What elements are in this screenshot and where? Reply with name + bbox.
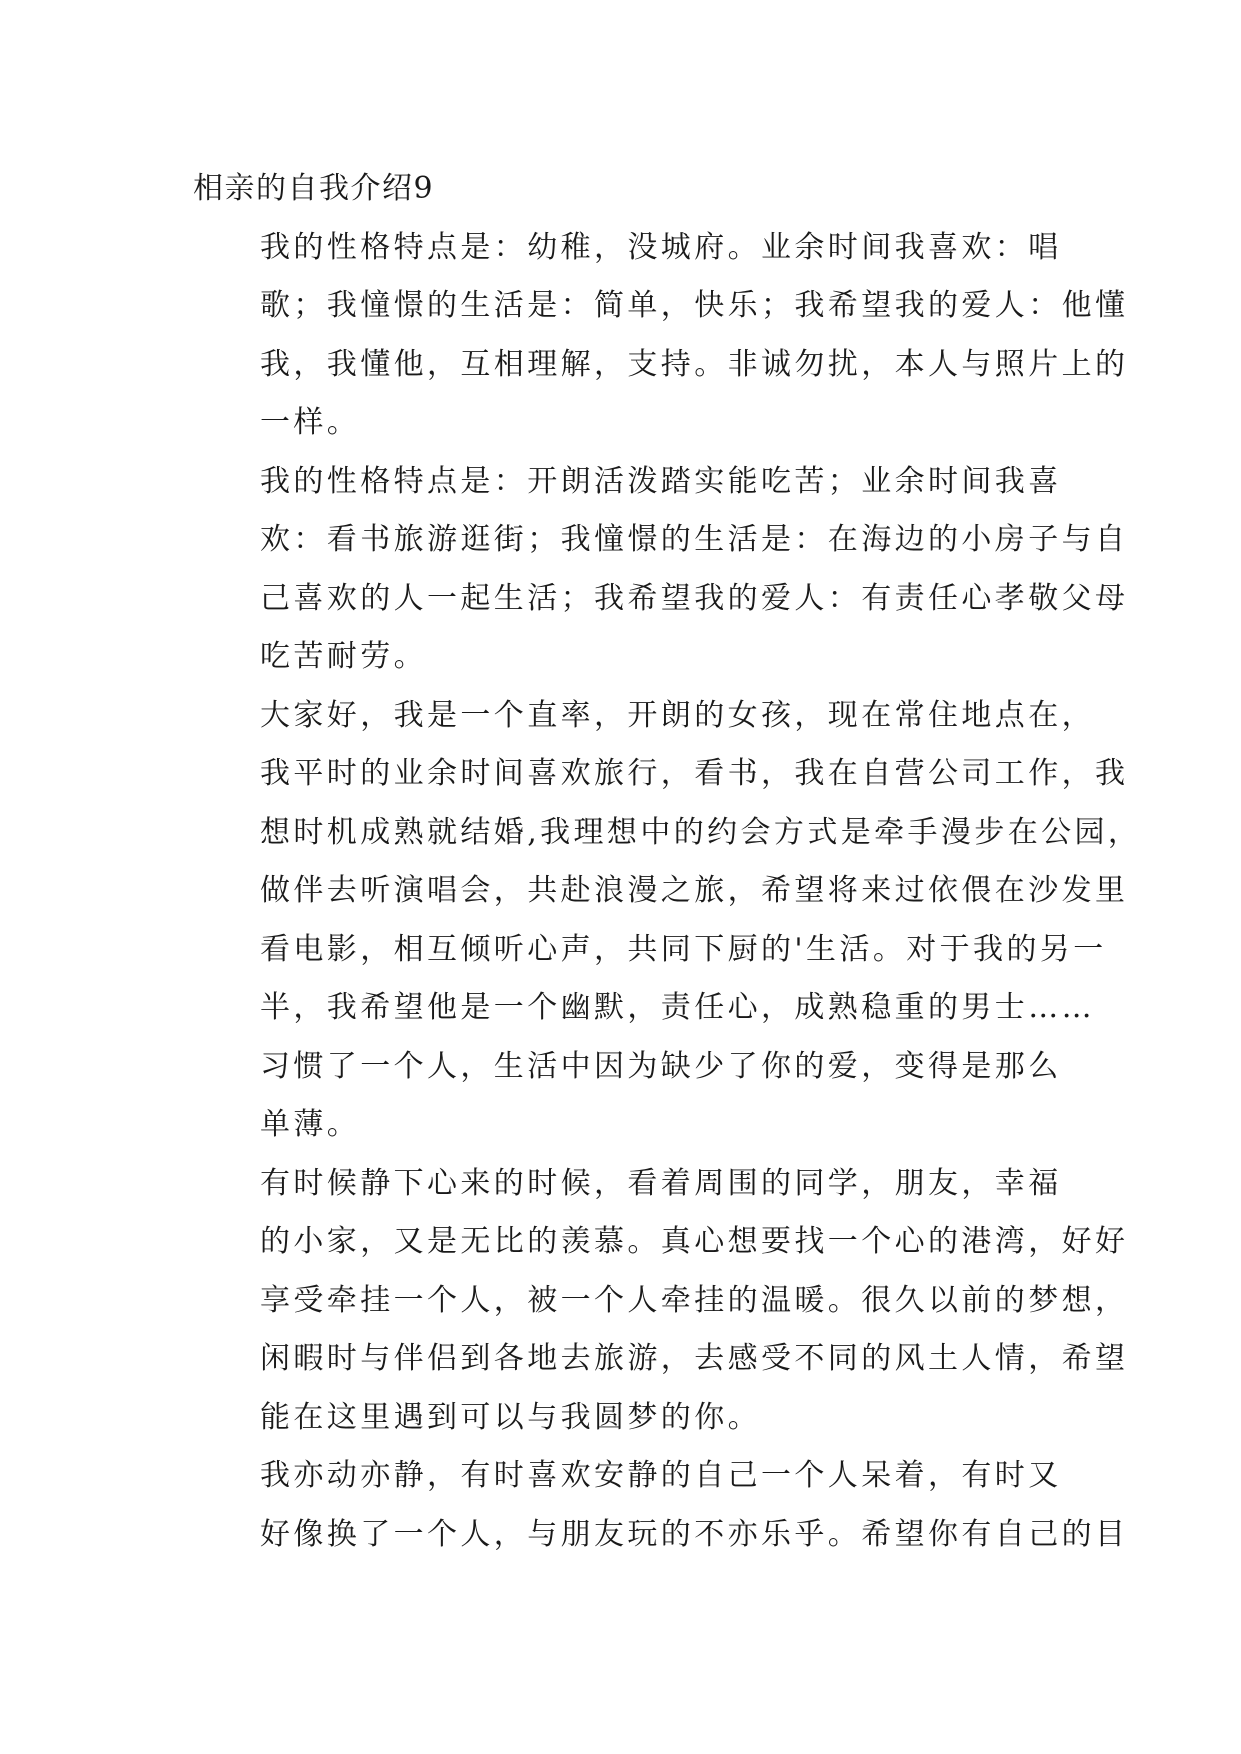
paragraph-line: 半，我希望他是一个幽默，责任心，成熟稳重的男士……	[260, 990, 1095, 1025]
paragraph-line: 我的性格特点是：开朗活泼踏实能吃苦；业余时间我喜	[260, 463, 1062, 499]
paragraph-line: 的小家，又是无比的羡慕。真心想要找一个心的港湾，好好	[260, 1224, 1129, 1259]
paragraph-line: 习惯了一个人，生活中因为缺少了你的爱，变得是那么	[260, 1048, 1062, 1084]
paragraph-line: 做伴去听演唱会，共赴浪漫之旅，希望将来过依偎在沙发里	[260, 873, 1129, 908]
paragraph-line: 看电影，相互倾听心声，共同下厨的'生活。对于我的另一	[260, 931, 1107, 967]
paragraph-list	[193, 219, 1142, 1565]
paragraph-line: 闲暇时与伴侣到各地去旅游，去感受不同的风土人情，希望	[260, 1341, 1129, 1376]
paragraph-line: 想时机成熟就结婚,我理想中的约会方式是牵手漫步在公园，	[260, 814, 1142, 850]
paragraph	[193, 1038, 1062, 1155]
paragraph	[193, 1447, 1129, 1564]
paragraph-line: 我平时的业余时间喜欢旅行，看书，我在自营公司工作，我	[260, 756, 1129, 791]
paragraph-line: 好像换了一个人，与朋友玩的不亦乐乎。希望你有自己的目	[260, 1516, 1129, 1552]
paragraph	[193, 219, 1129, 453]
document-body	[193, 160, 1142, 1564]
paragraph-line: 大家好，我是一个直率，开朗的女孩，现在常住地点在，	[260, 697, 1095, 733]
paragraph-line: 吃苦耐劳。	[260, 639, 427, 674]
paragraph-line: 一样。	[260, 405, 361, 440]
paragraph-line: 能在这里遇到可以与我圆梦的你。	[260, 1399, 761, 1435]
paragraph-line: 有时候静下心来的时候，看着周围的同学，朋友，幸福	[260, 1165, 1062, 1201]
paragraph-line: 我，我懂他，互相理解，支持。非诚勿扰，本人与照片上的	[260, 346, 1129, 382]
paragraph-line: 我亦动亦静，有时喜欢安静的自己一个人呆着，有时又	[260, 1458, 1062, 1493]
paragraph-line: 我的性格特点是：幼稚，没城府。业余时间我喜欢：唱	[260, 229, 1062, 265]
paragraph-line: 单薄。	[260, 1107, 361, 1142]
document-title: 相亲的自我介绍9	[193, 171, 435, 206]
paragraph	[193, 687, 1142, 1038]
paragraph-line: 欢：看书旅游逛街；我憧憬的生活是：在海边的小房子与自	[260, 522, 1129, 557]
paragraph-line: 己喜欢的人一起生活；我希望我的爱人：有责任心孝敬父母	[260, 580, 1129, 616]
paragraph-line: 享受牵挂一个人，被一个人牵挂的温暖。很久以前的梦想，	[260, 1282, 1129, 1318]
paragraph-line: 歌；我憧憬的生活是：简单，快乐；我希望我的爱人：他懂	[260, 288, 1129, 323]
paragraph	[193, 453, 1129, 687]
paragraph	[193, 1155, 1129, 1448]
